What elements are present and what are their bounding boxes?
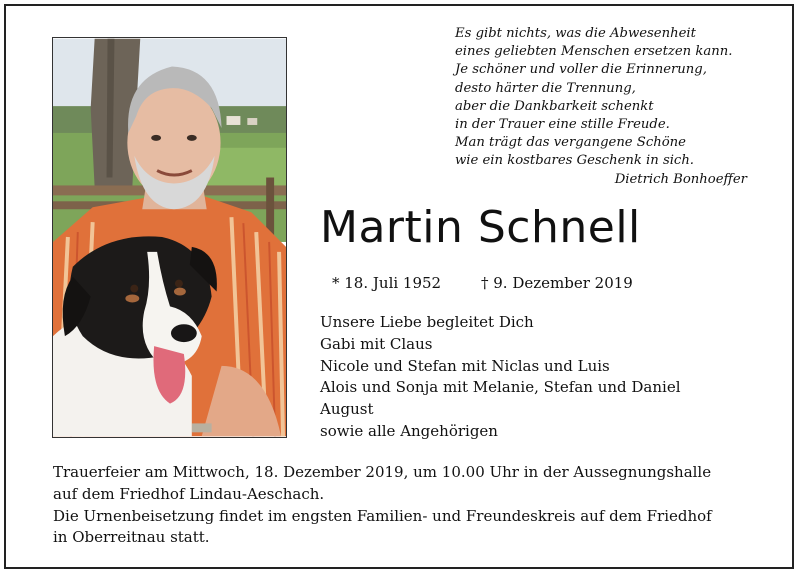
death-date: † 9. Dezember 2019 — [481, 274, 633, 292]
family-line: August — [320, 400, 374, 419]
poem-line: Je schöner und voller die Erinnerung, — [455, 62, 707, 78]
poem-line: eines geliebten Menschen ersetzen kann. — [455, 44, 733, 60]
bonhoeffer-poem — [455, 25, 755, 189]
family-line: Alois und Sonja mit Melanie, Stefan und Daniel — [320, 378, 681, 397]
poem-line: desto härter die Trennung, — [455, 80, 636, 96]
footer-line: auf dem Friedhof Lindau-Aeschach. — [53, 484, 325, 503]
poem-line: Es gibt nichts, was die Abwesenheit — [455, 26, 696, 41]
poem-author: Dietrich Bonhoeffer — [614, 171, 747, 187]
family-line: Nicole und Stefan mit Niclas und Luis — [320, 356, 610, 375]
footer-line: in Oberreitnau statt. — [53, 528, 210, 547]
family-line: sowie alle Angehörigen — [320, 421, 498, 440]
footer-line: Trauerfeier am Mittwoch, 18. Dezember 2019, um 10.00 Uhr in der Aussegnungshalle — [53, 463, 712, 481]
poem-line: wie ein kostbares Geschenk in sich. — [455, 153, 695, 169]
poem-line: in der Trauer eine stille Freude. — [455, 117, 670, 133]
portrait-photo — [52, 37, 287, 438]
poem-line: Man trägt das vergangene Schöne — [455, 135, 686, 151]
funeral-details — [53, 462, 712, 549]
deceased-name: Martin Schnell — [320, 202, 641, 253]
family-line: Unsere Liebe begleitet Dich — [320, 313, 534, 331]
family-list — [320, 312, 681, 443]
poem-line: aber die Dankbarkeit schenkt — [455, 98, 654, 114]
family-line: Gabi mit Claus — [320, 334, 433, 353]
birth-date: * 18. Juli 1952 — [332, 274, 442, 292]
footer-line: Die Urnenbeisetzung findet im engsten Familien- und Freundeskreis auf dem Friedhof — [53, 506, 712, 525]
